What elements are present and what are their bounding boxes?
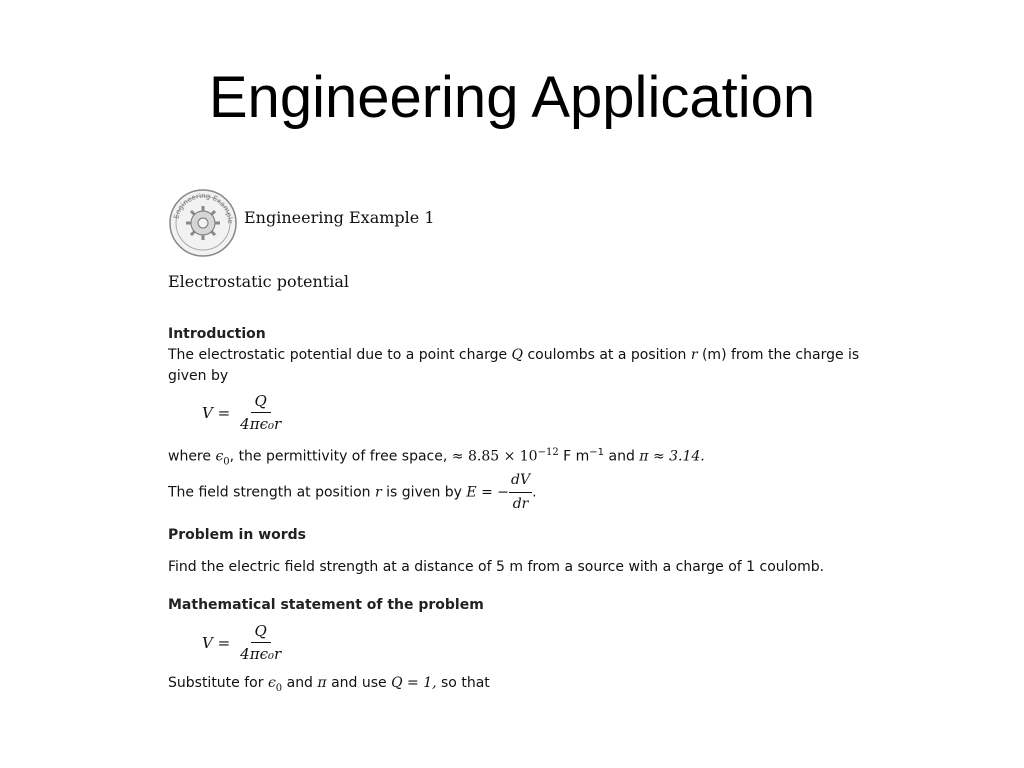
math-statement-equation: V = $\frac{Q}{\text{4πϵ₀r}}$: [202, 622, 282, 663]
document-excerpt: [168, 178, 868, 694]
problem-text: Find the electric field strength at a distance of 5 m from a source with a charge of 1 coulomb.: [168, 559, 825, 575]
math-statement-heading: Mathematical statement of the problem: [168, 597, 484, 613]
section-title: Electrostatic potential: [168, 272, 349, 291]
permittivity-line: where $\epsilon_0$, the permittivity of free space, ≈ $8.85 \times 10^{-12}$ F $m^{-1}$ and π ≈ 3.14.: [168, 447, 705, 468]
intro-line-1: The electrostatic potential due to a point charge Q coulombs at a position r (m) from the charge is: [168, 347, 860, 363]
problem-heading: Problem in words: [168, 527, 307, 543]
example-title: Engineering Example 1: [244, 208, 435, 227]
potential-equation: V = $\frac{Q}{\text{4πϵ₀r}}$: [202, 392, 282, 433]
field-strength-line: The field strength at position r is given by E = − $\frac{dV}{dr}$ .: [168, 472, 537, 512]
substitute-line: Substitute for $\epsilon_0$ and π and use Q = 1, so that: [168, 675, 490, 694]
intro-line-2: given by: [168, 368, 229, 384]
engineering-example-seal-icon: [168, 188, 238, 258]
seal-text: Engineering Example: [172, 191, 235, 224]
introduction-heading: Introduction: [168, 326, 266, 342]
slide-title: Engineering Application: [208, 65, 816, 130]
